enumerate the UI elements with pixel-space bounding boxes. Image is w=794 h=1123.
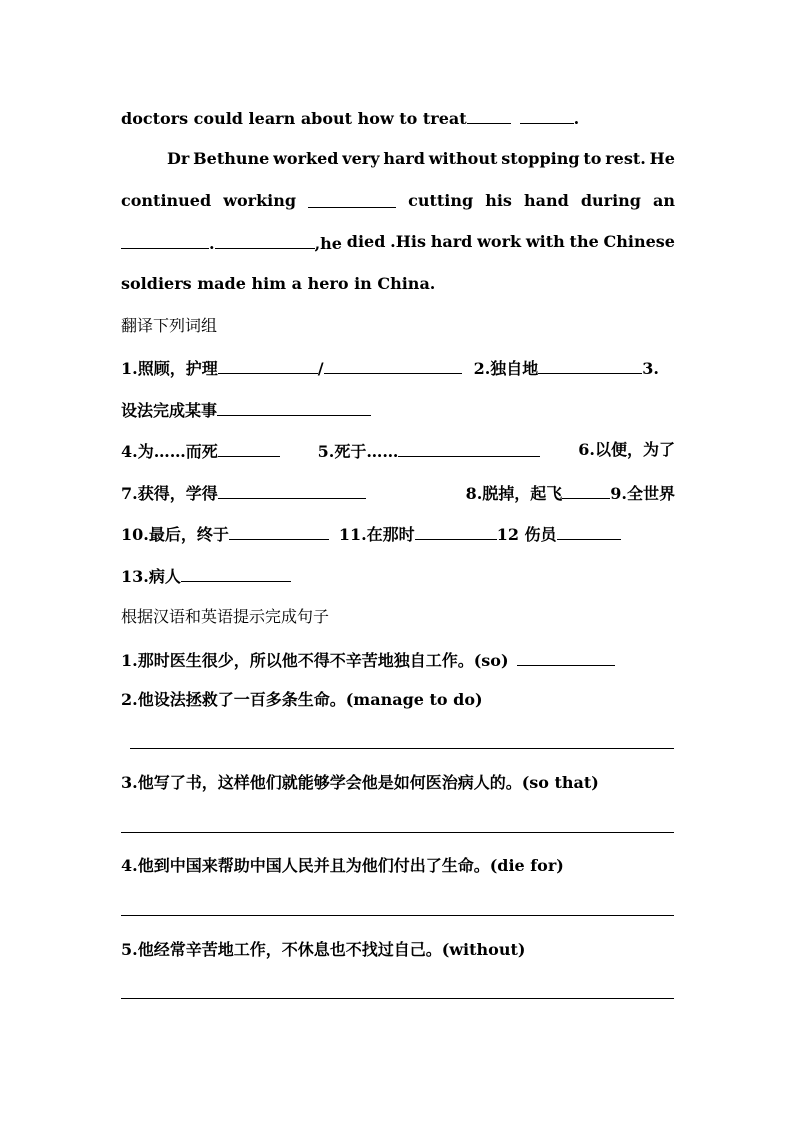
answer-blank[interactable] bbox=[229, 522, 329, 540]
vocab-item: 9.全世界 bbox=[610, 484, 675, 503]
passage-word: hard bbox=[430, 232, 473, 251]
passage-line-2 bbox=[167, 148, 675, 170]
passage-text: doctors could learn about how to treat bbox=[121, 109, 467, 128]
passage-word: with bbox=[525, 232, 565, 251]
answer-blank[interactable] bbox=[215, 231, 315, 249]
sentence-prompt: 4.他到中国来帮助中国人民并且为他们付出了生命。(die for) bbox=[121, 856, 564, 875]
vocab-row-2 bbox=[121, 398, 675, 422]
answer-blank[interactable] bbox=[324, 356, 462, 374]
passage-word: the bbox=[569, 232, 599, 251]
passage-word: hard bbox=[383, 149, 425, 168]
vocab-item: 1.照顾，护理 bbox=[121, 359, 218, 378]
passage-word: ,he bbox=[314, 234, 342, 253]
vocab-item: 2.独自地 bbox=[473, 359, 539, 378]
vocab-item: 13.病人 bbox=[121, 567, 181, 586]
answer-blank[interactable] bbox=[538, 356, 642, 374]
sentence-prompt bbox=[121, 648, 675, 672]
vocab-item: 3. bbox=[642, 359, 659, 378]
vocab-row-3 bbox=[121, 439, 675, 463]
vocab-item: 7.获得，学得 bbox=[121, 484, 218, 503]
passage-line-5 bbox=[121, 273, 675, 295]
passage-word: died bbox=[346, 232, 386, 251]
answer-line[interactable] bbox=[121, 832, 674, 833]
slash: / bbox=[317, 359, 324, 378]
passage-word: working bbox=[223, 191, 297, 210]
passage-word: work bbox=[477, 232, 522, 251]
vocab-item: 6.以便，为了 bbox=[578, 440, 675, 459]
passage-word: an bbox=[653, 191, 675, 210]
vocab-item: 5.死于…… bbox=[317, 442, 399, 461]
answer-blank[interactable] bbox=[308, 190, 396, 208]
answer-blank[interactable] bbox=[398, 439, 540, 457]
passage-word: without bbox=[428, 149, 498, 168]
passage-word: his bbox=[485, 191, 512, 210]
punctuation: . bbox=[573, 109, 580, 128]
passage-word: stopping bbox=[501, 149, 580, 168]
vocab-item: 8.脱掉，起飞 bbox=[465, 484, 563, 503]
answer-blank[interactable] bbox=[557, 522, 621, 540]
passage-word: rest. bbox=[605, 149, 646, 168]
sentence-prompt: 3.他写了书，这样他们就能够学会他是如何医治病人的。(so that) bbox=[121, 773, 599, 792]
passage-word: worked bbox=[273, 149, 339, 168]
sentence-prompt: 2.他设法拯救了一百多条生命。(manage to do) bbox=[121, 690, 483, 709]
vocab-item: 12 伤员 bbox=[496, 525, 557, 544]
passage-word: hand bbox=[523, 191, 569, 210]
passage-word: Chinese bbox=[603, 232, 675, 251]
answer-blank[interactable] bbox=[218, 439, 280, 457]
answer-blank[interactable] bbox=[517, 648, 615, 666]
passage-word: cutting bbox=[408, 191, 474, 210]
passage-word: Bethune bbox=[193, 149, 270, 168]
vocab-item: 11.在那时 bbox=[338, 525, 415, 544]
answer-blank[interactable] bbox=[217, 398, 371, 416]
passage-line-4 bbox=[121, 231, 675, 255]
vocab-item: 10.最后，终于 bbox=[121, 525, 229, 544]
answer-line[interactable] bbox=[121, 998, 674, 999]
answer-line[interactable] bbox=[121, 915, 674, 916]
vocab-row-5 bbox=[121, 522, 675, 546]
answer-line[interactable] bbox=[130, 748, 674, 749]
passage-word: .His bbox=[390, 232, 426, 251]
passage-word: Dr bbox=[167, 149, 190, 168]
section-heading: 翻译下列词组 bbox=[121, 316, 218, 335]
passage-text: soldiers made him a hero in China. bbox=[121, 274, 436, 293]
vocab-item: 设法完成某事 bbox=[121, 401, 218, 420]
vocab-item: 4.为……而死 bbox=[121, 442, 218, 461]
passage-word: continued bbox=[121, 191, 212, 210]
answer-blank[interactable] bbox=[181, 564, 291, 582]
answer-blank[interactable] bbox=[218, 481, 366, 499]
answer-blank[interactable] bbox=[415, 522, 497, 540]
passage-word: very bbox=[342, 149, 380, 168]
section-heading: 根据汉语和英语提示完成句子 bbox=[121, 607, 330, 626]
passage-word: during bbox=[580, 191, 641, 210]
passage-line-1 bbox=[121, 106, 675, 130]
sentence-prompt: 5.他经常辛苦地工作，不休息也不找过自己。(without) bbox=[121, 940, 526, 959]
answer-blank[interactable] bbox=[218, 356, 318, 374]
passage-word: to bbox=[583, 149, 602, 168]
answer-blank[interactable] bbox=[121, 231, 209, 249]
vocab-row-1 bbox=[121, 356, 675, 380]
passage-line-3 bbox=[121, 190, 675, 212]
answer-blank[interactable] bbox=[467, 106, 511, 124]
vocab-row-4 bbox=[121, 481, 675, 505]
punctuation: . bbox=[209, 234, 215, 253]
passage-word: He bbox=[649, 149, 675, 168]
sentence-text: 1.那时医生很少，所以他不得不辛苦地独自工作。(so) bbox=[121, 651, 509, 670]
answer-blank[interactable] bbox=[520, 106, 574, 124]
answer-blank[interactable] bbox=[562, 481, 610, 499]
vocab-row-6 bbox=[121, 564, 675, 588]
